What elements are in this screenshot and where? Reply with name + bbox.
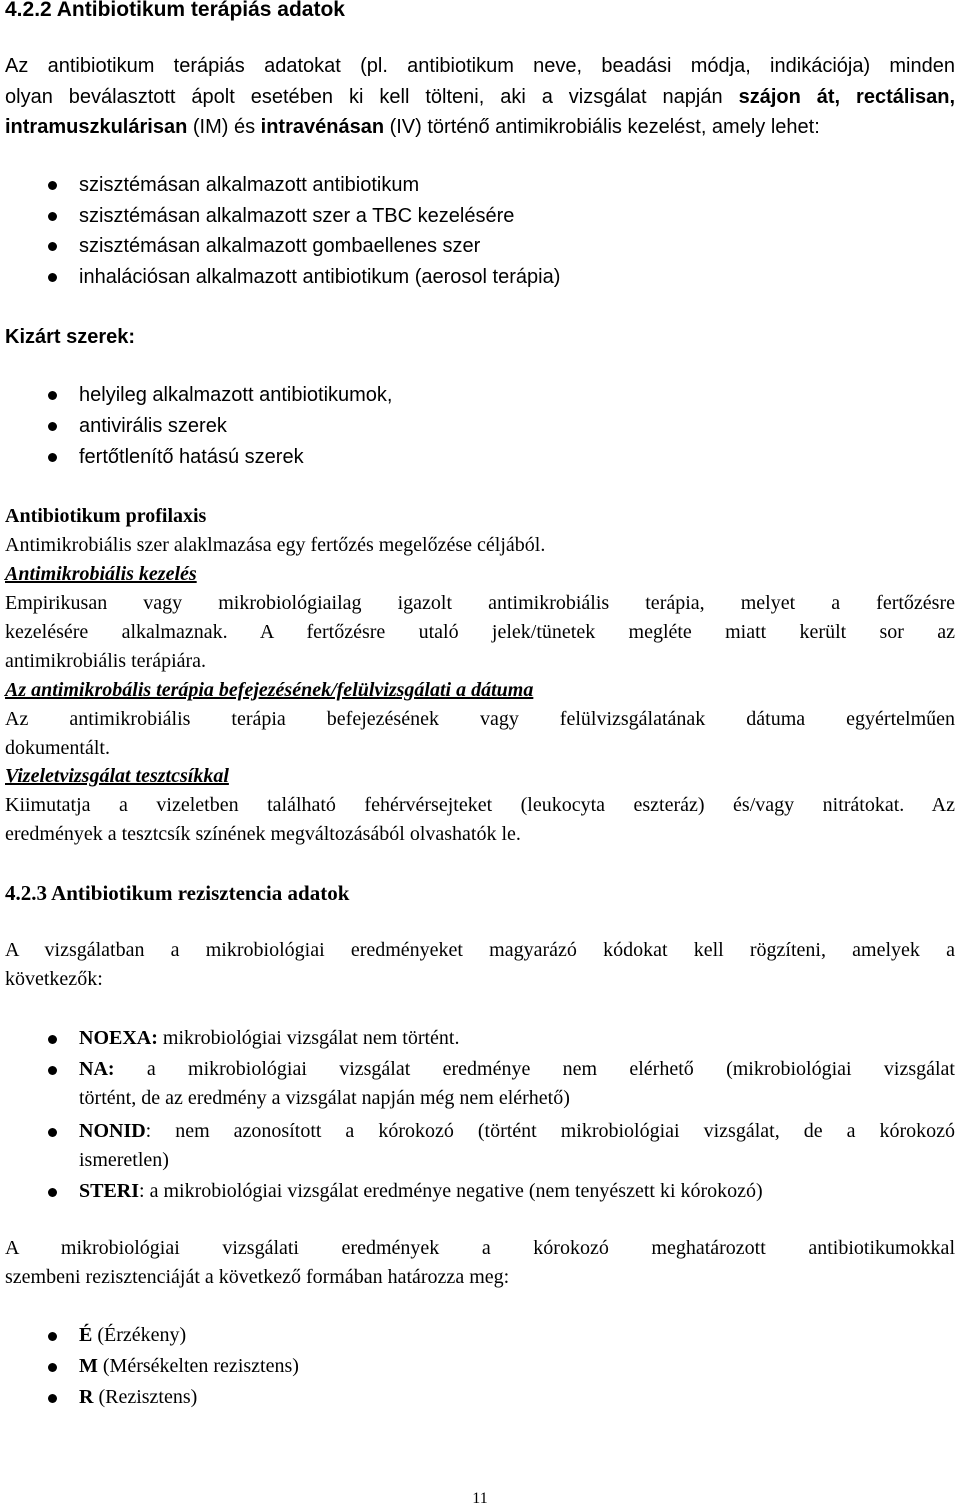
- page-number: 11: [472, 1490, 488, 1507]
- datum-line-1: Az antimikrobiális terápia befejezésének vagy felülvizsgálatának dátuma egyértelműen: [5, 708, 955, 730]
- bullet-icon: [48, 273, 57, 282]
- vizelet-line-2: eredmények a tesztcsík színének megváltozásából olvashatók le.: [5, 823, 521, 845]
- kezeles-title: Antimikrobiális kezelés: [5, 563, 197, 585]
- datum-line-2: dokumentált.: [5, 737, 110, 759]
- included-item: inhalációsan alkalmazott antibiotikum (aerosol terápia): [79, 266, 561, 288]
- level-item-m: M (Mérsékelten rezisztens): [79, 1355, 299, 1377]
- route-im: intramuszkulárisan: [5, 116, 188, 138]
- vizelet-title: Vizeletvizsgálat tesztcsíkkal: [5, 765, 229, 787]
- vizelet-line-1: Kiimutatja a vizeletben található fehérvérsejteket (leukocyta eszteráz) és/vagy nitrátokat. Az: [5, 794, 955, 816]
- kezeles-line-3: antimikrobiális terápiára.: [5, 650, 207, 672]
- intro-line-3: intramuszkulárisan (IM) és intravénásan (IV) történő antimikrobiális kezelést, amely lehet:: [5, 116, 820, 138]
- result-line-1: A mikrobiológiai vizsgálati eredmények a kórokozó meghatározott antibiotikumokkal: [5, 1237, 955, 1259]
- bullet-icon: [48, 391, 57, 400]
- bullet-icon: [48, 1188, 57, 1197]
- bullet-icon: [48, 212, 57, 221]
- kezeles-line-2: kezelésére alkalmaznak. A fertőzésre utaló jelek/tünetek megléte miatt került sor az: [5, 621, 955, 643]
- bullet-icon: [48, 422, 57, 431]
- excluded-item: antivirális szerek: [79, 415, 227, 437]
- codes-intro-line-2: következők:: [5, 968, 103, 990]
- codes-intro-line-1: A vizsgálatban a mikrobiológiai eredményeket magyarázó kódokat kell rögzíteni, amelyek a: [5, 939, 955, 961]
- excluded-item: helyileg alkalmazott antibiotikumok,: [79, 384, 393, 406]
- bullet-icon: [48, 1394, 57, 1403]
- excluded-heading: Kizárt szerek:: [5, 326, 136, 348]
- bullet-icon: [48, 1035, 57, 1044]
- kezeles-line-1: Empirikusan vagy mikrobiológiailag igazolt antimikrobiális terápia, melyet a fertőzésre: [5, 592, 955, 614]
- code-item-na-cont: történt, de az eredmény a vizsgálat napján még nem elérhető): [79, 1087, 570, 1109]
- bullet-icon: [48, 181, 57, 190]
- bullet-icon: [48, 1128, 57, 1137]
- bullet-icon: [48, 1066, 57, 1075]
- code-item-nonid-cont: ismeretlen): [79, 1149, 169, 1171]
- bullet-icon: [48, 242, 57, 251]
- bullet-icon: [48, 1332, 57, 1341]
- bullet-icon: [48, 1363, 57, 1372]
- code-item-nonid: NONID: nem azonosított a kórokozó (történt mikrobiológiai vizsgálat, de a kórokozó: [79, 1120, 955, 1142]
- included-item: szisztémásan alkalmazott szer a TBC kezelésére: [79, 205, 515, 227]
- section-heading-423: 4.2.3 Antibiotikum rezisztencia adatok: [5, 881, 350, 905]
- included-item: szisztémásan alkalmazott antibiotikum: [79, 174, 420, 196]
- bullet-icon: [48, 453, 57, 462]
- result-line-2: szembeni rezisztenciáját a következő formában határozza meg:: [5, 1266, 510, 1288]
- level-item-e: É (Érzékeny): [79, 1324, 187, 1346]
- code-item-na: NA: a mikrobiológiai vizsgálat eredménye nem elérhető (mikrobiológiai vizsgálat: [79, 1058, 955, 1080]
- datum-title: Az antimikrobális terápia befejezésének/felülvizsgálati a dátuma: [5, 679, 534, 701]
- route-oral-rectal: szájon át, rectálisan,: [738, 86, 955, 108]
- profilaxis-text: Antimikrobiális szer alaklmazása egy fertőzés megelőzése céljából.: [5, 534, 546, 556]
- included-item: szisztémásan alkalmazott gombaellenes szer: [79, 235, 481, 257]
- excluded-item: fertőtlenítő hatású szerek: [79, 446, 304, 468]
- level-item-r: R (Rezisztens): [79, 1386, 198, 1408]
- code-item-noexa: NOEXA: mikrobiológiai vizsgálat nem történt.: [79, 1027, 460, 1049]
- section-heading-422: 4.2.2 Antibiotikum terápiás adatok: [5, 0, 345, 21]
- intro-line-2: olyan beválasztott ápolt esetében ki kell tölteni, aki a vizsgálat napján szájon át, rectálisan,: [5, 86, 955, 108]
- intro-line-1: Az antibiotikum terápiás adatokat (pl. antibiotikum neve, beadási módja, indikációja) minden: [5, 55, 955, 77]
- route-iv: intravénásan: [260, 116, 385, 138]
- code-item-steri: STERI: a mikrobiológiai vizsgálat eredménye negative (nem tenyészett ki kórokozó): [79, 1180, 763, 1202]
- profilaxis-title: Antibiotikum profilaxis: [5, 505, 207, 527]
